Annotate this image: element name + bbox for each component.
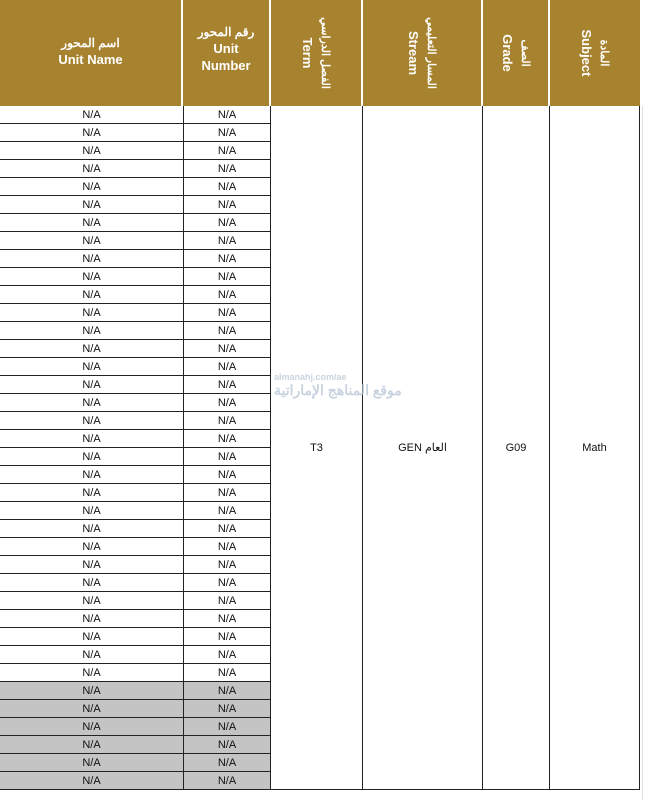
unit-name-cell[interactable]: N/A xyxy=(0,376,183,394)
sheet-gridline xyxy=(642,106,643,800)
stream-value: GEN العام xyxy=(398,442,447,454)
table-row xyxy=(0,772,270,790)
table-row xyxy=(0,214,270,232)
header-unit-number-ar: رقم المحور xyxy=(197,25,255,39)
unit-name-cell[interactable]: N/A xyxy=(0,502,183,520)
header-term-en: Term xyxy=(300,37,315,69)
unit-number-cell[interactable]: N/A xyxy=(183,502,271,520)
unit-name-cell[interactable]: N/A xyxy=(0,754,183,772)
table-row xyxy=(0,538,270,556)
unit-number-cell[interactable]: N/A xyxy=(183,304,271,322)
unit-number-cell[interactable]: N/A xyxy=(183,736,271,754)
unit-name-cell[interactable]: N/A xyxy=(0,718,183,736)
unit-name-cell[interactable]: N/A xyxy=(0,430,183,448)
unit-name-cell[interactable]: N/A xyxy=(0,250,183,268)
unit-name-cell[interactable]: N/A xyxy=(0,628,183,646)
unit-number-cell[interactable]: N/A xyxy=(183,718,271,736)
table-row xyxy=(0,574,270,592)
table-row xyxy=(0,664,270,682)
table-row xyxy=(0,250,270,268)
subject-value: Math xyxy=(582,441,607,454)
unit-number-cell[interactable]: N/A xyxy=(183,322,271,340)
table-row xyxy=(0,610,270,628)
unit-number-cell[interactable]: N/A xyxy=(183,610,271,628)
table-row xyxy=(0,178,270,196)
unit-name-cell[interactable]: N/A xyxy=(0,700,183,718)
unit-number-cell[interactable]: N/A xyxy=(183,124,271,142)
unit-name-cell[interactable]: N/A xyxy=(0,286,183,304)
table-row xyxy=(0,520,270,538)
unit-name-cell[interactable]: N/A xyxy=(0,232,183,250)
header-unit-number xyxy=(183,0,271,106)
watermark xyxy=(274,372,402,399)
table-row xyxy=(0,592,270,610)
unit-number-cell[interactable]: N/A xyxy=(183,448,271,466)
unit-name-cell[interactable]: N/A xyxy=(0,160,183,178)
table-row xyxy=(0,700,270,718)
unit-name-cell[interactable]: N/A xyxy=(0,142,183,160)
table-row xyxy=(0,448,270,466)
unit-number-cell[interactable]: N/A xyxy=(183,538,271,556)
unit-name-cell[interactable]: N/A xyxy=(0,196,183,214)
unit-name-cell[interactable]: N/A xyxy=(0,574,183,592)
header-grade-en: Grade xyxy=(499,34,515,72)
table-row xyxy=(0,358,270,376)
unit-number-cell[interactable]: N/A xyxy=(183,700,271,718)
header-stream-ar: المسار التعليمي xyxy=(425,17,437,89)
unit-number-cell[interactable]: N/A xyxy=(183,574,271,592)
unit-table-body xyxy=(0,106,270,790)
table-row xyxy=(0,286,270,304)
table-row xyxy=(0,340,270,358)
unit-number-cell[interactable]: N/A xyxy=(183,250,271,268)
unit-name-cell[interactable]: N/A xyxy=(0,448,183,466)
unit-name-cell[interactable]: N/A xyxy=(0,340,183,358)
unit-number-cell[interactable]: N/A xyxy=(183,214,271,232)
table-row xyxy=(0,376,270,394)
table-row xyxy=(0,124,270,142)
unit-number-cell[interactable]: N/A xyxy=(183,682,271,700)
table-row xyxy=(0,484,270,502)
table-row xyxy=(0,160,270,178)
stream-cell[interactable] xyxy=(363,106,483,790)
unit-name-cell[interactable]: N/A xyxy=(0,178,183,196)
unit-name-cell[interactable]: N/A xyxy=(0,304,183,322)
table-row xyxy=(0,322,270,340)
unit-name-cell[interactable]: N/A xyxy=(0,394,183,412)
unit-name-cell[interactable]: N/A xyxy=(0,682,183,700)
header-stream-en: Stream xyxy=(406,30,421,76)
unit-name-cell[interactable]: N/A xyxy=(0,268,183,286)
unit-name-cell[interactable]: N/A xyxy=(0,520,183,538)
header-unit-name xyxy=(0,0,183,106)
unit-number-cell[interactable]: N/A xyxy=(183,754,271,772)
unit-name-cell[interactable]: N/A xyxy=(0,106,183,124)
unit-number-cell[interactable]: N/A xyxy=(183,268,271,286)
header-subject xyxy=(550,0,640,106)
subject-cell[interactable] xyxy=(550,106,640,790)
unit-number-cell[interactable]: N/A xyxy=(183,430,271,448)
header-term-ar: الفصل الدراسي xyxy=(319,17,331,89)
table-row xyxy=(0,196,270,214)
table-row xyxy=(0,142,270,160)
unit-number-cell[interactable]: N/A xyxy=(183,646,271,664)
term-cell[interactable] xyxy=(271,106,363,790)
unit-name-cell[interactable]: N/A xyxy=(0,610,183,628)
table-row xyxy=(0,106,270,124)
table-row xyxy=(0,556,270,574)
table-row xyxy=(0,502,270,520)
table-row xyxy=(0,412,270,430)
header-subject-ar: المادة xyxy=(598,39,610,67)
header-stream xyxy=(363,0,483,106)
unit-number-cell[interactable]: N/A xyxy=(183,340,271,358)
unit-number-cell[interactable]: N/A xyxy=(183,142,271,160)
unit-name-cell[interactable]: N/A xyxy=(0,124,183,142)
header-unit-name-ar: اسم المحور xyxy=(61,36,120,50)
unit-name-cell[interactable]: N/A xyxy=(0,664,183,682)
unit-number-cell[interactable]: N/A xyxy=(183,394,271,412)
table-row xyxy=(0,430,270,448)
unit-name-cell[interactable]: N/A xyxy=(0,214,183,232)
header-unit-name-en: Unit Name xyxy=(58,52,123,67)
table-row xyxy=(0,754,270,772)
unit-name-cell[interactable]: N/A xyxy=(0,412,183,430)
unit-name-cell[interactable]: N/A xyxy=(0,322,183,340)
header-unit-number-en1: Unit xyxy=(213,41,239,56)
unit-name-cell[interactable]: N/A xyxy=(0,484,183,502)
unit-name-cell[interactable]: N/A xyxy=(0,466,183,484)
unit-name-cell[interactable]: N/A xyxy=(0,772,183,790)
unit-number-cell[interactable]: N/A xyxy=(183,376,271,394)
header-term xyxy=(271,0,363,106)
unit-number-cell[interactable]: N/A xyxy=(183,412,271,430)
header-grade-ar: الصف xyxy=(518,39,531,67)
unit-number-cell[interactable]: N/A xyxy=(183,160,271,178)
unit-number-cell[interactable]: N/A xyxy=(183,358,271,376)
table-row xyxy=(0,736,270,754)
grade-value: G09 xyxy=(505,441,527,454)
term-value: T3 xyxy=(310,441,323,454)
unit-name-cell[interactable]: N/A xyxy=(0,538,183,556)
unit-number-cell[interactable]: N/A xyxy=(183,592,271,610)
unit-number-cell[interactable]: N/A xyxy=(183,286,271,304)
unit-number-cell[interactable]: N/A xyxy=(183,772,271,790)
table-row xyxy=(0,268,270,286)
unit-number-cell[interactable]: N/A xyxy=(183,556,271,574)
header-unit-number-en2: Number xyxy=(201,58,251,73)
header-subject-en: Subject xyxy=(579,29,594,77)
unit-name-cell[interactable]: N/A xyxy=(0,592,183,610)
unit-number-cell[interactable]: N/A xyxy=(183,484,271,502)
unit-number-cell[interactable]: N/A xyxy=(183,106,271,124)
watermark-text: موقع المناهج الإماراتية xyxy=(274,382,402,398)
unit-number-cell[interactable]: N/A xyxy=(183,196,271,214)
watermark-url: almanahj.com/ae xyxy=(274,372,347,382)
table-row xyxy=(0,394,270,412)
unit-name-cell[interactable]: N/A xyxy=(0,358,183,376)
unit-name-cell[interactable]: N/A xyxy=(0,736,183,754)
table-row xyxy=(0,718,270,736)
unit-name-cell[interactable]: N/A xyxy=(0,646,183,664)
unit-number-cell[interactable]: N/A xyxy=(183,466,271,484)
table-row xyxy=(0,232,270,250)
table-row xyxy=(0,628,270,646)
table-row xyxy=(0,466,270,484)
table-row xyxy=(0,304,270,322)
table-row xyxy=(0,682,270,700)
unit-number-cell[interactable]: N/A xyxy=(183,520,271,538)
header-grade xyxy=(483,0,550,106)
unit-number-cell[interactable]: N/A xyxy=(183,232,271,250)
grade-cell[interactable] xyxy=(483,106,550,790)
table-row xyxy=(0,646,270,664)
unit-number-cell[interactable]: N/A xyxy=(183,178,271,196)
unit-name-cell[interactable]: N/A xyxy=(0,556,183,574)
unit-number-cell[interactable]: N/A xyxy=(183,628,271,646)
unit-number-cell[interactable]: N/A xyxy=(183,664,271,682)
